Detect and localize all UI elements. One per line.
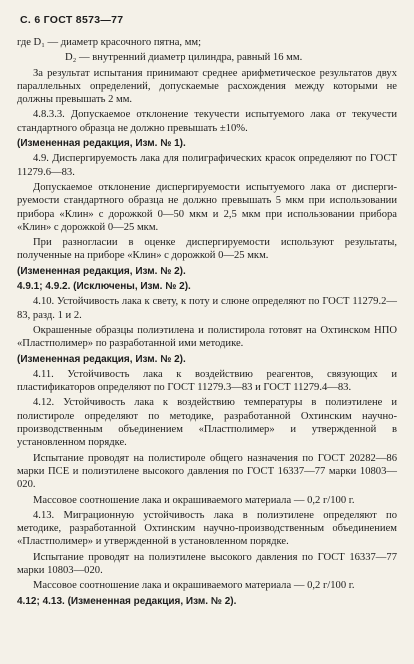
amendment-note: (Измененная редакция, Изм. № 1). [17,138,186,150]
paragraph: Испытание проводят на полиэтилене высокого давления по ГОСТ 16337—77 марки 10803—020. [17,551,397,576]
paragraph: Массовое соотношение лака и окрашиваемого материала — 0,2 г/100 г. [33,494,355,506]
paragraph: Окрашенные образцы полиэтилена и полистирола готовят на Охтинском НПО «Пластполимер» по разработанной ими методике. [17,324,397,350]
paragraph: Допускаемое отклонение диспергируемости испытуемого лака от диспергируемости стандартного образца не должно превышать 5 мкм при использовании прибора «Клин» с дорожкой 0—50 мкм и 2,5 мкм при использовании прибора «Клин» с дорожкой 0—25 мкм. [17,181,397,233]
page-header: С. 6 ГОСТ 8573—77 [20,14,124,26]
paragraph: 4.11. Устойчивость лака к воздействию реагентов, связующих и пластификаторов определяют по ГОСТ 11279.3—83 и ГОСТ 11279.4—83. [17,368,397,394]
paragraph: За результат испытания принимают среднее арифметическое результатов двух параллельных определений, допускаемые расхождения между которыми не должны превышать 2 мм. [17,67,397,106]
amendment-note: 4.9.1; 4.9.2. (Исключены, Изм. № 2). [17,281,191,293]
amendment-note: (Измененная редакция, Изм. № 2). [17,265,186,277]
paragraph: 4.13. Миграционную устойчивость лака в полиэтилене определяют по методике, разработанной Охтинским научно-производственным объединением «Пластполимер» и утвержденной в установленном порядке. [17,509,397,548]
paragraph: Испытание проводят на полистироле общего назначения по ГОСТ 20282—86 марки ПСЕ и полиэтилене высокого давления по ГОСТ 16337—77 марки 10803—020. [17,452,397,491]
document-body [17,36,397,610]
paragraph: Массовое соотношение лака и окрашиваемого материала — 0,2 г/100 г. [33,580,355,592]
amendment-note: (Измененная редакция, Изм. № 2). [17,353,186,365]
paragraph: 4.9. Диспергируемость лака для полиграфических красок определяют по ГОСТ 11279.6—83. [17,153,397,178]
amendment-note: 4.12; 4.13. (Измененная редакция, Изм. № 2). [17,595,237,607]
definition-line: D₂ — внутренний диаметр цилиндра, равный 16 мм. [65,52,303,64]
paragraph: При разногласии в оценке диспергируемости используют результаты, полученные на приборе «Клин» с дорожкой 0—25 мкм. [17,237,397,262]
paragraph: 4.8.3.3. Допускаемое отклонение текучести испытуемого лака от текучести стандартного образца не должно превышать ±10%. [17,109,397,134]
paragraph: 4.10. Устойчивость лака к свету, к поту и слюне определяют по ГОСТ 11279.2—83, разд. 1 и 2. [17,296,397,321]
definition-line: где D₁ — диаметр красочного пятна, мм; [17,37,202,48]
paragraph: 4.12. Устойчивость лака к воздействию температуры в полиэтилене и полистироле определяют по методике, разработанной Охтинским научно-производственным объединением «Пластполимер» и утвержденной в установленном порядке. [17,397,397,449]
